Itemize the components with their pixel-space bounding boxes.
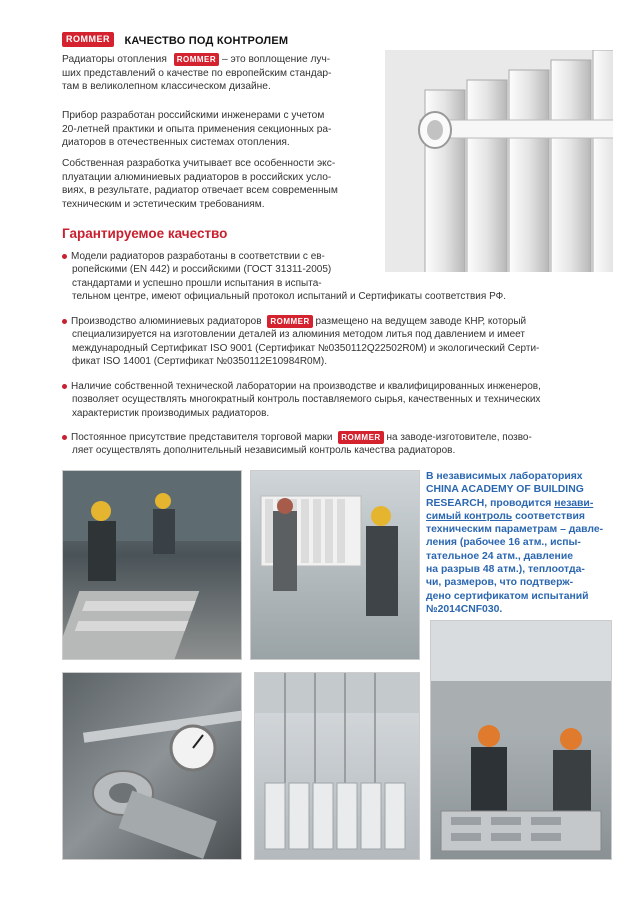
- lab-callout: [426, 470, 609, 616]
- bullet-line: размещено на ведущем заводе КНР, который: [312, 316, 527, 328]
- intro-paragraph-3: [62, 157, 392, 211]
- intro-line: диаторов в отечественных системах отопления.: [62, 137, 290, 148]
- factory-workers-illustration: [63, 471, 241, 659]
- factory-photo-workers: [62, 470, 242, 660]
- intro-line: ших представлений о качестве по европейским стандар-: [62, 67, 332, 79]
- bullet-line: тельном центре, имеют официальный протокол испытаний и Сертификаты соответствия РФ.: [72, 290, 507, 302]
- intro-line: виях, в результате, радиатор отвечает всем современным: [62, 185, 338, 196]
- callout-line: на разрыв 48 атм.), теплоотда-: [426, 564, 585, 576]
- callout-line: №2014CNF030.: [426, 603, 503, 615]
- callout-underline: незави-: [554, 497, 594, 509]
- callout-line: CHINA ACADEMY OF BUILDING: [426, 484, 584, 496]
- factory-photo-quality-control: [430, 620, 612, 860]
- bullet-line: Производство алюминиевых радиаторов: [71, 316, 262, 328]
- bullet-3: [62, 380, 614, 420]
- header: [62, 31, 288, 49]
- bullet-4: [62, 431, 614, 458]
- callout-line: тательное 24 атм., давление: [426, 550, 573, 562]
- callout-underline: симый контроль: [426, 510, 513, 522]
- callout-line: дено сертификатом испытаний: [426, 590, 589, 602]
- intro-line: 20-летней практики и опыта применения секционных ра-: [62, 123, 332, 135]
- radiator-image: [385, 50, 613, 272]
- bullet-line: фикат ISO 14001 (Сертификат №0350112E10984R0M).: [72, 356, 328, 368]
- inspection-illustration: [251, 471, 419, 659]
- brand-logo-inline: ROMMER: [174, 53, 219, 66]
- factory-photo-inspection: [250, 470, 420, 660]
- intro-line: техническим и эстетическим требованиям.: [62, 198, 265, 210]
- hanging-radiators-illustration: [255, 673, 419, 859]
- bullet-line: специализируется на изготовлении деталей из алюминия методом литья под давлением и имеет: [72, 329, 525, 341]
- intro-paragraph-1: [62, 53, 392, 94]
- bullet-line: ропейскими (EN 442) и российскими (ГОСТ 31311-2005): [72, 264, 332, 276]
- bullet-2: [62, 315, 614, 368]
- section-title: Гарантируемое качество: [62, 226, 228, 241]
- bullet-line: Наличие собственной технической лаборатории на производстве и квалифицированных инженеров,: [71, 381, 541, 392]
- bullet-1: [62, 250, 572, 303]
- callout-line: соответствия: [512, 510, 585, 522]
- bullet-line: позволяет осуществлять многократный контроль поставляемого сырья, качественных и технических: [72, 394, 541, 406]
- bullet-line: стандартами и успешно прошли испытания в испыта-: [72, 277, 322, 289]
- callout-line: чи, размеров, что подтверж-: [426, 577, 574, 589]
- bullet-line: на заводе-изготовителе, позво-: [383, 432, 532, 444]
- bullet-dot-icon: [62, 384, 67, 389]
- brand-logo: ROMMER: [62, 32, 114, 47]
- radiators-hanging-photo: [254, 672, 420, 860]
- brand-logo-inline: ROMMER: [267, 315, 312, 328]
- callout-line: техническим параметрам – давле-: [426, 524, 604, 536]
- intro-line: плуатации алюминиевых радиаторов в российских усло-: [62, 171, 332, 183]
- bullet-line: международный Сертификат ISO 9001 (Сертификат №0350112Q22502R0M) и экологический Серти-: [72, 342, 540, 354]
- intro-text: – это воплощение луч-: [219, 54, 331, 66]
- bullet-line: характеристик производимых радиаторов.: [72, 407, 270, 419]
- radiator-illustration: [385, 50, 613, 272]
- quality-control-illustration: [431, 621, 611, 859]
- bullet-line: Постоянное присутствие представителя торговой марки: [71, 432, 333, 444]
- caliper-illustration: [63, 673, 241, 859]
- brand-logo-inline: ROMMER: [338, 431, 383, 444]
- bullet-dot-icon: [62, 319, 67, 324]
- intro-line: там в великолепном классическом дизайне.: [62, 81, 271, 93]
- intro-text: Радиаторы отопления: [62, 54, 167, 66]
- intro-line: Прибор разработан российскими инженерами с учетом: [62, 110, 325, 121]
- bullet-line: ляет осуществлять дополнительный независимый контроль качества радиаторов.: [72, 445, 456, 457]
- callout-line: ления (рабочее 16 атм., испы-: [426, 537, 581, 549]
- bullet-dot-icon: [62, 435, 67, 440]
- caliper-photo: [62, 672, 242, 860]
- bullet-dot-icon: [62, 254, 67, 259]
- page-title: КАЧЕСТВО ПОД КОНТРОЛЕМ: [124, 35, 289, 47]
- bullet-line: Модели радиаторов разработаны в соответствии с ев-: [71, 251, 325, 262]
- intro-line: Собственная разработка учитывает все особенности экс-: [62, 158, 336, 169]
- callout-line: RESEARCH, проводится: [426, 497, 555, 509]
- callout-line: В независимых лабораториях: [426, 471, 583, 482]
- intro-paragraph-2: [62, 109, 392, 150]
